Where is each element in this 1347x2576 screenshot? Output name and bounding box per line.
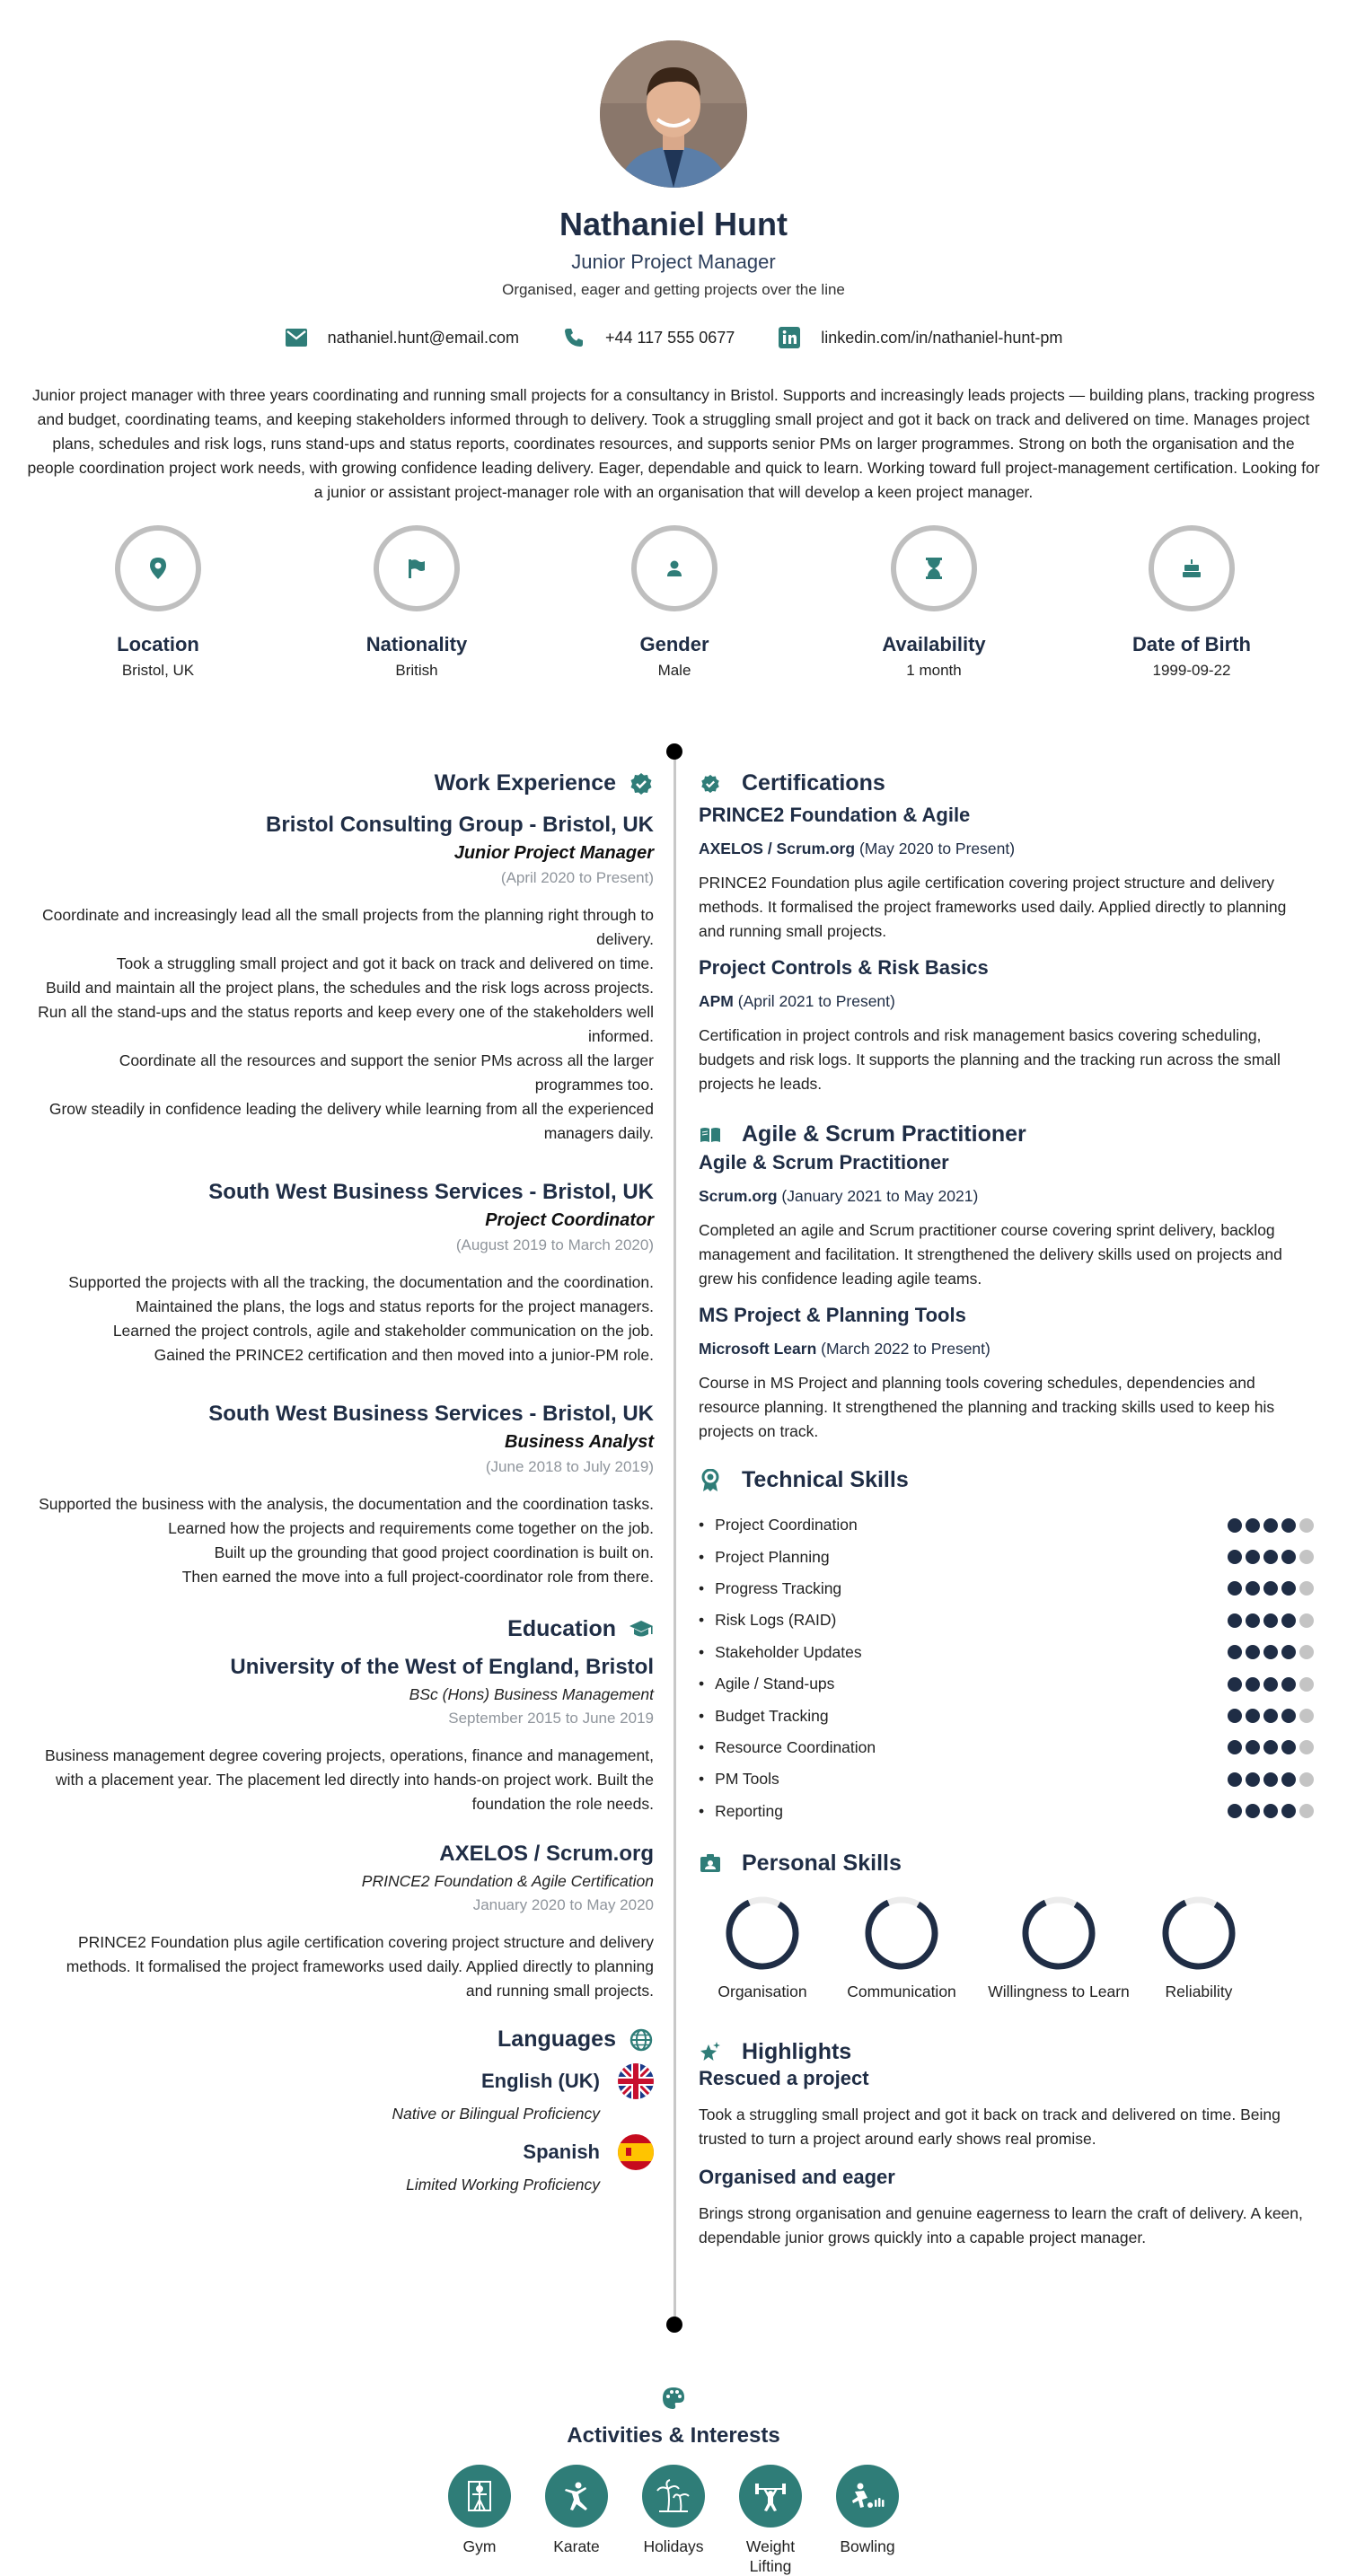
- info-value: Male: [657, 662, 691, 679]
- resume-header: [0, 0, 1347, 505]
- activities-title: Activities & Interests: [567, 2423, 780, 2448]
- language-entry: [36, 2063, 654, 2123]
- skill-name: • Resource Coordination: [699, 1738, 876, 1757]
- job-line: Coordinate and increasingly lead all the small projects from the planning right through to delivery.: [42, 906, 654, 948]
- rating-dot-filled: [1263, 1740, 1278, 1754]
- activity-item: [642, 2465, 705, 2576]
- rating-dot-filled: [1246, 1709, 1260, 1723]
- certificate-badge-icon: [699, 772, 722, 796]
- rating-dot-empty: [1299, 1581, 1314, 1596]
- rating-dot-empty: [1299, 1677, 1314, 1692]
- skill-row: [699, 1668, 1314, 1700]
- certification-dates: (May 2020 to Present): [858, 840, 1016, 857]
- skill-rating: [1228, 1645, 1314, 1659]
- activity-item: [545, 2465, 608, 2576]
- info-label: Availability: [882, 633, 986, 655]
- job-line: Maintained the plans, the logs and status reports for the project managers.: [136, 1297, 654, 1315]
- training-issuer: Scrum.org: [699, 1187, 778, 1205]
- certification-name: PRINCE2 Foundation & Agile: [699, 804, 971, 826]
- activity-name: Weight Lifting: [745, 2537, 796, 2575]
- info-gender: [567, 525, 782, 680]
- right-column: [699, 770, 1314, 2250]
- job-line: Grow steadily in confidence leading the delivery while learning from all the experienced managers daily.: [48, 1100, 654, 1142]
- spain-flag-icon: [618, 2134, 654, 2170]
- section-title: Education: [507, 1616, 616, 1641]
- rating-dot-filled: [1246, 1581, 1260, 1596]
- job-description: [36, 903, 654, 1146]
- palette-icon: [0, 2387, 1347, 2414]
- job-line: Supported the business with the analysis, the documentation and the coordination tasks.: [39, 1495, 654, 1513]
- karate-icon: [545, 2465, 608, 2528]
- education-entry: [36, 1842, 654, 2003]
- technical-skills-heading: [699, 1467, 1314, 1493]
- training-dates: (January 2021 to May 2021): [781, 1187, 979, 1205]
- rating-dot-filled: [1263, 1645, 1278, 1659]
- skill-rating: [1228, 1804, 1314, 1818]
- job-line: Build and maintain all the project plans, the schedules and the risk logs across projects.: [45, 979, 654, 997]
- skill-name: • Project Planning: [699, 1548, 830, 1567]
- rating-dot-empty: [1299, 1518, 1314, 1533]
- personal-skills-list: [699, 1895, 1314, 2001]
- contact-email[interactable]: [285, 326, 519, 349]
- personal-skill-name: Willingness to Learn: [988, 1982, 1130, 2000]
- skill-name: • Agile / Stand-ups: [699, 1675, 834, 1693]
- rating-dot-filled: [1281, 1804, 1296, 1818]
- job-role: Business Analyst: [505, 1432, 654, 1452]
- skill-rating: [1228, 1581, 1314, 1596]
- highlight-title: Rescued a project: [699, 2066, 869, 2089]
- highlight-entry: [699, 2067, 1314, 2151]
- rating-dot-filled: [1246, 1645, 1260, 1659]
- rating-dot-filled: [1228, 1581, 1242, 1596]
- ring-fill: [863, 1895, 940, 1972]
- info-value: 1 month: [906, 662, 962, 679]
- job-company: South West Business Services - Bristol, UK: [208, 1180, 654, 1204]
- skill-ring: [863, 1895, 940, 1972]
- rating-dot-filled: [1281, 1550, 1296, 1564]
- job-line: Supported the projects with all the tracking, the documentation and the coordination.: [68, 1273, 654, 1291]
- phone-icon: [562, 326, 585, 349]
- activity-item: [836, 2465, 899, 2576]
- job-line: Coordinate all the resources and support the senior PMs across all the larger programmes too.: [119, 1051, 654, 1094]
- rating-dot-empty: [1299, 1772, 1314, 1787]
- rating-dot-filled: [1228, 1645, 1242, 1659]
- personal-skill: [699, 1895, 826, 2001]
- rating-dot-filled: [1228, 1677, 1242, 1692]
- skill-row: [699, 1700, 1314, 1731]
- left-column: [36, 770, 654, 2194]
- rating-dot-filled: [1281, 1645, 1296, 1659]
- job-line: Learned how the projects and requirements come together on the job.: [168, 1519, 654, 1537]
- section-title: Languages: [497, 2027, 616, 2052]
- training-meta: [699, 1340, 1314, 1358]
- activities-list: [0, 2465, 1347, 2576]
- info-label: Gender: [639, 633, 709, 655]
- skill-rating: [1228, 1740, 1314, 1754]
- job-entry: [36, 1180, 654, 1367]
- job-role: Junior Project Manager: [453, 843, 654, 863]
- rating-dot-filled: [1263, 1613, 1278, 1628]
- skill-rating: [1228, 1772, 1314, 1787]
- rating-dot-filled: [1263, 1581, 1278, 1596]
- skill-name: • Progress Tracking: [699, 1579, 841, 1598]
- job-line: Run all the stand-ups and the status reports and keep every one of the stakeholders well informed.: [38, 1003, 654, 1045]
- email-icon: [285, 326, 308, 349]
- rating-dot-filled: [1281, 1772, 1296, 1787]
- skill-rating: [1228, 1709, 1314, 1723]
- skill-rating: [1228, 1550, 1314, 1564]
- phone-text[interactable]: +44 117 555 0677: [604, 328, 735, 347]
- linkedin-text[interactable]: linkedin.com/in/nathaniel-hunt-pm: [821, 328, 1063, 347]
- open-book-icon: [699, 1123, 722, 1147]
- job-dates: (August 2019 to March 2020): [455, 1236, 654, 1253]
- rating-dot-empty: [1299, 1645, 1314, 1659]
- training-issuer: Microsoft Learn: [699, 1340, 817, 1358]
- skill-name: • PM Tools: [699, 1770, 779, 1789]
- languages-heading: [36, 2027, 654, 2053]
- ring-fill: [724, 1895, 801, 1972]
- job-company: South West Business Services - Bristol, UK: [208, 1402, 654, 1426]
- personal-skills-heading: [699, 1851, 1314, 1877]
- personal-skill: [977, 1895, 1140, 2001]
- rating-dot-empty: [1299, 1550, 1314, 1564]
- section-title: Work Experience: [434, 770, 616, 796]
- rating-dot-filled: [1263, 1772, 1278, 1787]
- timeline-line: [674, 752, 676, 2325]
- certification-entry: [699, 804, 1314, 944]
- education-degree: BSc (Hons) Business Management: [409, 1685, 654, 1703]
- sparkle-star-icon: [699, 2040, 722, 2063]
- job-dates: (April 2020 to Present): [500, 869, 654, 886]
- linkedin-icon: [778, 326, 801, 349]
- skill-row: [699, 1541, 1314, 1572]
- training-dates: (March 2022 to Present): [821, 1340, 990, 1358]
- education-heading: [36, 1616, 654, 1642]
- skill-row: [699, 1763, 1314, 1795]
- rating-dot-filled: [1281, 1613, 1296, 1628]
- rating-dot-filled: [1246, 1518, 1260, 1533]
- rating-dot-filled: [1228, 1550, 1242, 1564]
- info-label: Location: [117, 633, 199, 655]
- rating-dot-filled: [1246, 1740, 1260, 1754]
- rating-dot-filled: [1228, 1804, 1242, 1818]
- rating-dot-filled: [1246, 1804, 1260, 1818]
- flag-icon: [407, 558, 427, 579]
- email-text[interactable]: nathaniel.hunt@email.com: [327, 328, 519, 347]
- training-meta: [699, 1187, 1314, 1206]
- language-name: Spanish: [523, 2141, 600, 2163]
- certification-dates: (April 2021 to Present): [737, 992, 895, 1010]
- info-value: Bristol, UK: [121, 662, 195, 679]
- skill-name: • Budget Tracking: [699, 1707, 829, 1726]
- education-degree: PRINCE2 Foundation & Agile Certification: [361, 1872, 654, 1890]
- rating-dot-filled: [1246, 1613, 1260, 1628]
- job-line: Learned the project controls, agile and stakeholder communication on the job.: [112, 1322, 654, 1340]
- info-value: 1999-09-22: [1152, 662, 1231, 679]
- activity-name: Bowling: [840, 2537, 895, 2555]
- job-entry: [36, 1402, 654, 1589]
- rating-dot-filled: [1228, 1518, 1242, 1533]
- education-institution: AXELOS / Scrum.org: [439, 1842, 654, 1866]
- map-pin-icon: [148, 557, 168, 580]
- skill-row: [699, 1509, 1314, 1541]
- section-title: Certifications: [742, 770, 885, 796]
- job-line: Built up the grounding that good project coordination is built on.: [214, 1543, 654, 1561]
- uk-flag-icon: [618, 2063, 654, 2099]
- language-name: English (UK): [481, 2070, 600, 2092]
- work-experience-heading: [36, 770, 654, 796]
- job-line: Took a struggling small project and got it back on track and delivered on time.: [116, 954, 654, 972]
- rating-dot-filled: [1263, 1677, 1278, 1692]
- activity-item: [739, 2465, 802, 2576]
- skill-rating: [1228, 1518, 1314, 1533]
- skill-rating: [1228, 1677, 1314, 1692]
- weight-lifting-icon: [739, 2465, 802, 2528]
- personal-skill: [1140, 1895, 1257, 2001]
- skill-row: [699, 1732, 1314, 1763]
- info-availability: [826, 525, 1042, 680]
- graduation-cap-icon: [629, 1617, 654, 1642]
- education-description: Business management degree covering projects, operations, finance and management, with a placement year. The placement led directly into hands-on project work. Built the foundation the role needs.: [44, 1746, 654, 1813]
- rating-dot-empty: [1299, 1613, 1314, 1628]
- hourglass-icon: [925, 557, 943, 580]
- rating-dot-empty: [1299, 1709, 1314, 1723]
- skill-name: • Risk Logs (RAID): [699, 1611, 836, 1630]
- section-title: Technical Skills: [742, 1467, 909, 1492]
- education-dates: January 2020 to May 2020: [472, 1896, 654, 1913]
- highlight-entry: [699, 2166, 1314, 2250]
- info-location: [50, 525, 266, 680]
- education-description: PRINCE2 Foundation plus agile certification covering project structure and delivery methods. It formalised the project frameworks used daily. Applied directly to planning and running small projects.: [66, 1933, 654, 2000]
- cake-icon: [1181, 558, 1202, 579]
- rating-dot-filled: [1228, 1709, 1242, 1723]
- job-title: Junior Project Manager: [571, 251, 776, 273]
- skill-row: [699, 1796, 1314, 1827]
- job-dates: (June 2018 to July 2019): [485, 1458, 654, 1475]
- certification-description: Certification in project controls and risk management basics covering scheduling, budgets and risk logs. It supports the planning and the tracking run across the small projects he leads.: [699, 1026, 1281, 1093]
- timeline-dot-bottom: [666, 2317, 682, 2333]
- bowling-icon: [836, 2465, 899, 2528]
- person-icon: [665, 559, 683, 577]
- certification-meta: [699, 840, 1314, 858]
- contact-linkedin[interactable]: [778, 326, 1062, 349]
- info-nationality: [309, 525, 524, 680]
- profile-summary: Junior project manager with three years coordinating and running small projects for a consultancy in Bristol. Supports and increasingly leads projects — building plans, tracking progress and budget, coordinating teams, and keeping stakeholders informed through to delivery. Took a struggling small project and got it back on track and delivered on time. Manages project plans, schedules and risk logs, runs stand-ups and status reports, coordinates resources, and supports senior PMs on larger programmes. Strong on both the organisation and the people coordination project work needs, with growing confidence leading delivery. Eager, dependable and quick to learn. Working toward full project-management certification. Looking for a junior or assistant project-manager role with an organisation that will develop a keen project manager.: [27, 386, 1320, 501]
- highlights-heading: [699, 2039, 1314, 2065]
- skill-name: • Project Coordination: [699, 1516, 858, 1534]
- section-title: Personal Skills: [742, 1850, 902, 1876]
- language-entry: [36, 2134, 654, 2194]
- profile-photo: [600, 40, 747, 188]
- skill-row: [699, 1573, 1314, 1605]
- highlight-description: Took a struggling small project and got it back on track and delivered on time. Being trusted to turn a project around early shows real promise.: [699, 2105, 1281, 2148]
- rating-dot-empty: [1299, 1740, 1314, 1754]
- rating-dot-filled: [1281, 1677, 1296, 1692]
- activity-name: Gym: [462, 2537, 497, 2555]
- personal-skill: [826, 1895, 977, 2001]
- ring-fill: [1020, 1895, 1097, 1972]
- skill-name: • Stakeholder Updates: [699, 1643, 862, 1662]
- activities-section: [0, 2387, 1347, 2576]
- timeline-dot-top: [666, 743, 682, 760]
- job-description: [36, 1492, 654, 1589]
- candidate-name: Nathaniel Hunt: [559, 206, 788, 242]
- personal-skill-name: Organisation: [718, 1982, 807, 2000]
- rating-dot-filled: [1281, 1709, 1296, 1723]
- contact-bar: [0, 326, 1347, 349]
- certification-meta: [699, 992, 1314, 1011]
- rating-dot-filled: [1246, 1772, 1260, 1787]
- personal-skill-name: Communication: [847, 1982, 956, 2000]
- skill-rating: [1228, 1613, 1314, 1628]
- activity-item: [448, 2465, 511, 2576]
- technical-skills-list: [699, 1509, 1314, 1827]
- rating-dot-filled: [1246, 1677, 1260, 1692]
- certifications-heading: [699, 770, 1314, 796]
- training-entry: [699, 1304, 1314, 1444]
- skill-row: [699, 1637, 1314, 1668]
- job-line: Then earned the move into a full project-coordinator role from there.: [181, 1568, 654, 1586]
- award-ribbon-icon: [699, 1469, 722, 1492]
- training-description: Course in MS Project and planning tools covering schedules, dependencies and resource planning. It strengthened the planning and tracking skills used to keep his projects on track.: [699, 1374, 1275, 1440]
- job-description: [36, 1270, 654, 1367]
- rating-dot-filled: [1263, 1550, 1278, 1564]
- education-institution: University of the West of England, Bristol: [230, 1655, 654, 1679]
- section-title: Highlights: [742, 2038, 852, 2064]
- skill-row: [699, 1605, 1314, 1636]
- training-entry: [699, 1151, 1314, 1291]
- training-name: MS Project & Planning Tools: [699, 1304, 966, 1326]
- ring-fill: [1160, 1895, 1237, 1972]
- skill-ring: [1020, 1895, 1097, 1972]
- job-company: Bristol Consulting Group - Bristol, UK: [266, 813, 654, 837]
- gym-icon: [448, 2465, 511, 2528]
- certification-issuer: AXELOS / Scrum.org: [699, 840, 856, 857]
- education-dates: September 2015 to June 2019: [448, 1710, 654, 1727]
- training-heading: [699, 1121, 1314, 1147]
- rating-dot-empty: [1299, 1804, 1314, 1818]
- job-line: Gained the PRINCE2 certification and then moved into a junior-PM role.: [154, 1346, 654, 1364]
- verified-badge-icon: [629, 771, 654, 796]
- id-badge-icon: [699, 1851, 722, 1875]
- skill-ring: [724, 1895, 801, 1972]
- activity-name: Karate: [553, 2537, 600, 2555]
- training-description: Completed an agile and Scrum practitioner course covering sprint delivery, backlog management and facilitation. It strengthened the delivery skills used on projects and grew his confidence leading agile teams.: [699, 1221, 1282, 1288]
- rating-dot-filled: [1281, 1581, 1296, 1596]
- rating-dot-filled: [1228, 1613, 1242, 1628]
- contact-phone[interactable]: [562, 326, 735, 349]
- certification-description: PRINCE2 Foundation plus agile certification covering project structure and delivery methods. It formalised the project frameworks used daily. Applied directly to planning and running small projects.: [699, 874, 1287, 940]
- certification-entry: [699, 956, 1314, 1096]
- globe-icon: [629, 2027, 654, 2053]
- skill-name: • Reporting: [699, 1802, 783, 1821]
- rating-dot-filled: [1263, 1804, 1278, 1818]
- info-value: British: [395, 662, 438, 679]
- rating-dot-filled: [1281, 1740, 1296, 1754]
- info-date-of-birth: [1084, 525, 1299, 680]
- language-level: Native or Bilingual Proficiency: [392, 2105, 600, 2123]
- activity-name: Holidays: [643, 2537, 704, 2555]
- highlight-title: Organised and eager: [699, 2165, 895, 2188]
- rating-dot-filled: [1228, 1740, 1242, 1754]
- personal-skill-name: Reliability: [1165, 1982, 1233, 2000]
- language-level: Limited Working Proficiency: [406, 2176, 600, 2194]
- rating-dot-filled: [1246, 1550, 1260, 1564]
- section-title: Agile & Scrum Practitioner: [742, 1121, 1026, 1147]
- training-name: Agile & Scrum Practitioner: [699, 1151, 949, 1174]
- rating-dot-filled: [1263, 1518, 1278, 1533]
- certification-issuer: APM: [699, 992, 734, 1010]
- highlight-description: Brings strong organisation and genuine eagerness to learn the craft of delivery. A keen, dependable junior grows quickly into a capable project manager.: [699, 2203, 1303, 2246]
- job-role: Project Coordinator: [485, 1210, 654, 1230]
- info-label: Nationality: [365, 633, 468, 655]
- rating-dot-filled: [1281, 1518, 1296, 1533]
- rating-dot-filled: [1263, 1709, 1278, 1723]
- certification-name: Project Controls & Risk Basics: [699, 956, 989, 979]
- education-entry: [36, 1655, 654, 1816]
- skill-ring: [1160, 1895, 1237, 1972]
- rating-dot-filled: [1228, 1772, 1242, 1787]
- info-label: Date of Birth: [1132, 633, 1251, 655]
- palm-tree-icon: [642, 2465, 705, 2528]
- tagline: Organised, eager and getting projects over the line: [502, 281, 845, 298]
- job-entry: [36, 813, 654, 1146]
